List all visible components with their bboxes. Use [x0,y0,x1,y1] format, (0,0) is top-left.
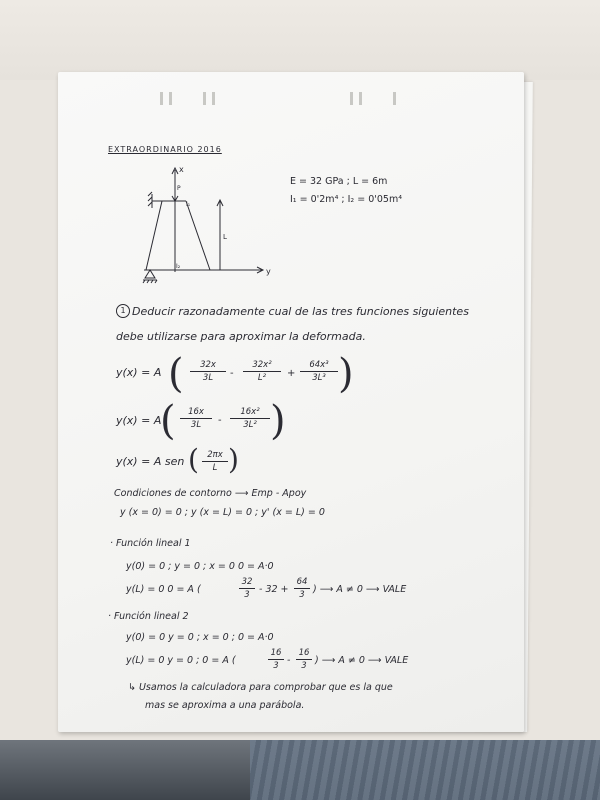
eq2-op1: - [218,415,222,426]
eq1-term1-num: 32x [190,360,226,372]
conditions-line: y (x = 0) = 0 ; y (x = L) = 0 ; y' (x = L) = 0 [120,507,325,518]
punch-hole [203,92,206,105]
funcion2-frac2-num: 16 [296,648,312,660]
eq1-term1-den: 3L [202,373,214,383]
question-text-line-2: debe utilizarse para aproximar la deformada. [116,330,366,343]
eq1-open-paren: ( [168,351,184,397]
funcion2-frac2 [296,648,312,671]
funcion1-frac1-num: 32 [239,577,255,589]
eq3-close-paren: ) [228,443,239,476]
load-label: P [177,185,181,192]
eq1-lhs: y(x) = A [116,366,162,379]
eq3-frac [202,450,228,473]
funcion1-line2-a: y(L) = 0 0 = A ( [126,584,201,595]
funcion1-line2-b: ) ⟶ A ≠ 0 ⟶ VALE [313,584,407,595]
eq2-term1-num: 16x [180,407,212,419]
funcion1-line1: y(0) = 0 ; y = 0 ; x = 0 0 = A·0 [126,561,274,572]
background-clothing [250,740,600,800]
column-right-edge [186,201,210,270]
punch-hole [359,92,362,105]
eq1-term2 [243,360,281,383]
eq3-open-paren: ( [188,443,199,476]
x-axis-label: x [179,165,184,174]
eq3-frac-den: L [212,463,218,473]
funcion2-mid: - [287,655,291,666]
eq2-term1 [180,407,212,430]
funcion1-mid: - 32 + [259,584,289,595]
punch-hole [160,92,163,105]
funcion2-line2-b: ) ⟶ A ≠ 0 ⟶ VALE [315,655,409,666]
eq1-term2-den: L² [257,373,267,383]
eq2-lhs: y(x) = A [116,414,162,427]
column-left-edge [146,201,162,270]
eq1-term3-den: 3L³ [312,373,326,383]
eq2-term2 [230,407,270,430]
background-wall [0,0,600,80]
funcion1-frac2-den: 3 [299,590,305,600]
note-line-2: mas se aproxima a una parábola. [145,700,305,711]
inertia-label-top: I₁ [186,201,191,208]
params-line-1: E = 32 GPa ; L = 6m [290,176,388,187]
eq2-term2-den: 3L² [243,420,257,430]
question-number: 1 [116,304,130,318]
eq2-close-paren: ) [270,398,286,444]
conditions-header: Condiciones de contorno ⟶ Emp - Apoy [114,488,307,499]
eq3-frac-num: 2πx [202,450,228,462]
eq1-op1: - [230,368,234,379]
eq1-close-paren: ) [338,351,354,397]
punch-hole [393,92,396,105]
punch-hole [169,92,172,105]
funcion2-header: · Función lineal 2 [108,611,189,622]
funcion1-header: · Función lineal 1 [110,538,191,549]
y-axis-label: y [266,267,271,276]
punch-hole [212,92,215,105]
eq3-lhs: y(x) = A sen [116,455,185,468]
funcion2-frac1 [268,648,284,671]
eq1-term3-num: 64x³ [300,360,338,372]
eq1-term3 [300,360,338,383]
funcion1-frac1 [239,577,255,600]
document-title: EXTRAORDINARIO 2016 [108,145,222,154]
funcion2-frac1-num: 16 [268,648,284,660]
funcion2-frac1-den: 3 [273,661,279,671]
note-line-1: ↳ Usamos la calculadora para comprobar que es la que [128,682,393,693]
eq1-term2-num: 32x² [243,360,281,372]
funcion1-frac1-den: 3 [244,590,250,600]
question-text-line-1: Deducir razonadamente cual de las tres funciones siguientes [132,305,469,318]
funcion2-line2-a: y(L) = 0 y = 0 ; 0 = A ( [126,655,236,666]
pin-support [145,270,155,278]
punch-hole [350,92,353,105]
funcion2-frac2-den: 3 [301,661,307,671]
funcion1-frac2-num: 64 [294,577,310,589]
eq2-term1-den: 3L [190,420,202,430]
inertia-label-bottom: I₂ [176,263,181,270]
eq1-term1 [190,360,226,383]
length-label: L [223,233,227,241]
eq1-op2: + [287,368,296,379]
funcion2-line1: y(0) = 0 y = 0 ; x = 0 ; 0 = A·0 [126,632,274,643]
eq2-term2-num: 16x² [230,407,270,419]
params-line-2: I₁ = 0'2m⁴ ; I₂ = 0'05m⁴ [290,194,403,205]
funcion1-frac2 [294,577,310,600]
structure-diagram [140,162,280,292]
eq2-open-paren: ( [160,398,176,444]
